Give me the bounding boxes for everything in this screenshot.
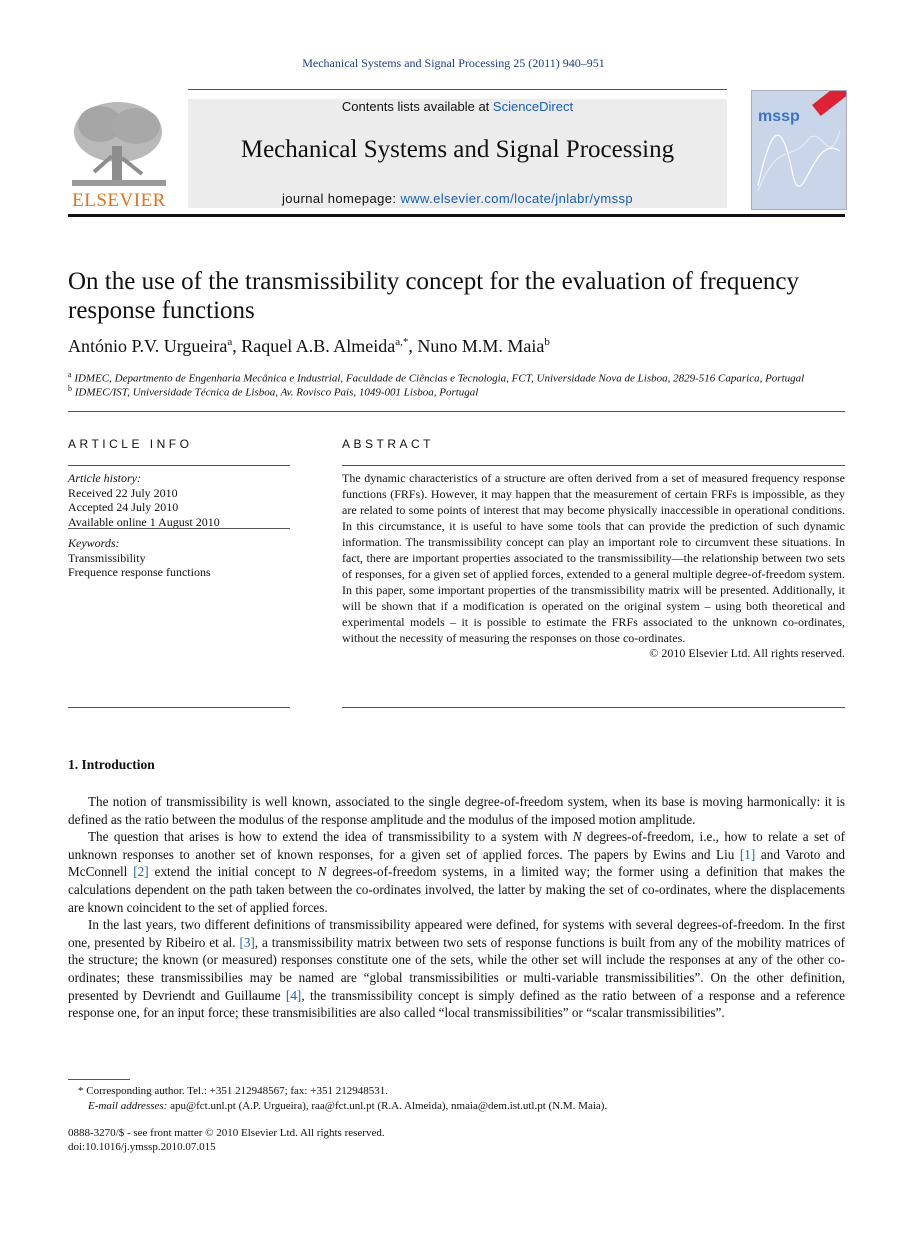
keyword: Frequence response functions bbox=[68, 565, 211, 579]
corresponding-author-note: * Corresponding author. Tel.: +351 212948567; fax: +351 212948531. bbox=[78, 1085, 388, 1097]
paragraph bbox=[68, 828, 845, 916]
text: degrees-of-freedom systems, in a limited way; the former using a definition that makes the calculations dependent on the path taken between the co-ordinates involved, the latter by making the set of co-ordinates, where the displacements are known coincident to the set of applied forces. bbox=[68, 864, 845, 915]
text: and Varoto and McConnell bbox=[68, 846, 846, 880]
author-name[interactable]: Raquel A.B. Almeida bbox=[241, 336, 396, 356]
divider bbox=[68, 707, 290, 708]
cover-wave-icon bbox=[752, 91, 846, 209]
homepage-link[interactable]: www.elsevier.com/locate/jnlabr/ymssp bbox=[400, 191, 634, 206]
accepted-date: Accepted 24 July 2010 bbox=[68, 500, 179, 514]
citation-link[interactable]: [4] bbox=[285, 987, 302, 1003]
doi-link[interactable]: doi:10.1016/j.ymssp.2010.07.015 bbox=[68, 1141, 216, 1153]
affiliation-text: IDMEC, Departmento de Engenharia Mecânica e Industrial, Faculdade de Ciências e Tecnologia, FCT, Universidade Nova de Lisboa, 2829-516 Caparica, Portugal bbox=[74, 372, 805, 385]
homepage-prefix: journal homepage: bbox=[281, 191, 401, 206]
text: extend the initial concept to bbox=[148, 864, 318, 880]
author-affil-mark[interactable]: b bbox=[544, 336, 550, 348]
article-title: On the use of the transmissibility concept for the evaluation of frequency response functions bbox=[68, 268, 800, 324]
contents-prefix: Contents lists available at bbox=[341, 99, 493, 114]
author-list: António P.V. Urgueira$^a$, Raquel A.B. Almeida$^{a,*}$, Nuno M.M. Maia$^b$ bbox=[68, 336, 550, 356]
keywords-label: Keywords: bbox=[68, 536, 120, 550]
affiliation bbox=[68, 370, 845, 385]
math-symbol: N bbox=[317, 864, 327, 880]
divider bbox=[342, 465, 845, 466]
elsevier-wordmark: ELSEVIER bbox=[72, 190, 166, 211]
abstract-body bbox=[342, 471, 845, 662]
cover-label: mssp bbox=[758, 108, 800, 125]
email-addresses[interactable]: apu@fct.unl.pt (A.P. Urgueira), raa@fct.unl.pt (R.A. Almeida), nmaia@dem.ist.utl.pt (N.M. Maia). bbox=[170, 1100, 608, 1112]
affiliation bbox=[68, 384, 845, 399]
abstract-text: The dynamic characteristics of a structure are often derived from a set of measured frequency response functions (FRFs). However, it may happen that the measurement of certain FRFs is impossible, as they are related to some points of interest that may become physically inaccessible in operational conditions. In this circumstance, it is useful to have some tools that can provide the prediction of such dynamic information. The transmissibility concept can play an important role to circumvent these situations. In fact, there are important properties associated to the transmissibility—the relationship between two sets of responses, for a given set of applied forces, extended to a general multiple degree-of-freedom system. In this paper, some important properties of the transmissibility matrix will be presented. Additionally, it will be shown that if a modification is operated on the original system – using both theoretical and experimental models – it is possible to estimate the FRFs associated to the unknown co-ordinates, without the necessity of measuring the responses on those co-ordinates. bbox=[342, 471, 845, 645]
author-affil-mark[interactable]: a,* bbox=[395, 336, 409, 348]
text: , a transmissibility matrix between two sets of response functions is built from any of the mobility matrices of the structure; the known (or measured) responses constitute one of the sets, while the other set will include the responses at any of the other co-ordinates; these transmissibilies may be named are “global transmissibilities or multi-variable transmissibilities”. On the other definition, presented by Devriendt and Guillaume bbox=[68, 934, 845, 1003]
abstract-heading: ABSTRACT bbox=[342, 437, 435, 451]
section-heading: 1. Introduction bbox=[68, 757, 155, 772]
author-affil-mark[interactable]: a bbox=[227, 336, 233, 348]
received-date: Received 22 July 2010 bbox=[68, 485, 178, 500]
author-name[interactable]: António P.V. Urgueira bbox=[68, 336, 228, 356]
journal-homepage bbox=[188, 191, 727, 206]
citation-link[interactable]: [1] bbox=[739, 846, 756, 862]
keyword: Transmissibility bbox=[68, 550, 146, 565]
email-footnote bbox=[88, 1100, 865, 1112]
divider bbox=[68, 465, 290, 466]
paragraph: The notion of transmissibility is well known, associated to the single degree-of-freedom system, when its base is moving harmonically: it is defined as the ratio between the modulus of the response amplitude and the modulus of the imposed motion amplitude. bbox=[68, 794, 845, 827]
header-top-line bbox=[188, 89, 727, 90]
journal-cover[interactable] bbox=[751, 90, 847, 210]
affiliation-mark: a bbox=[68, 370, 72, 379]
author-name[interactable]: Nuno M.M. Maia bbox=[417, 336, 545, 356]
article-info-heading: ARTICLE INFO bbox=[68, 437, 193, 451]
math-symbol: N bbox=[572, 829, 582, 845]
divider bbox=[342, 707, 845, 708]
body-text bbox=[68, 793, 845, 1022]
article-history bbox=[68, 471, 290, 529]
affiliation-text: IDMEC/IST, Universidade Técnica de Lisboa, Av. Rovisco Pais, 1049-001 Lisboa, Portugal bbox=[74, 386, 479, 399]
contents-line bbox=[188, 99, 727, 114]
divider bbox=[68, 411, 845, 412]
citation-link[interactable]: [3] bbox=[239, 934, 255, 950]
affiliation-mark: b bbox=[68, 384, 72, 393]
paragraph bbox=[68, 916, 845, 1022]
footnote-rule bbox=[68, 1079, 130, 1080]
abstract-copyright: © 2010 Elsevier Ltd. All rights reserved. bbox=[649, 646, 845, 661]
online-date: Available online 1 August 2010 bbox=[68, 514, 220, 529]
sciencedirect-link[interactable]: ScienceDirect bbox=[492, 99, 574, 114]
text: In the last years, two different definitions of transmissibility appeared were defined, for systems with several degrees-of-freedom. In the first one, presented by Ribeiro et al. bbox=[68, 917, 845, 950]
text: , the transmissibility concept is simply defined as the ratio between of a response and a reference response one, for an input force; these transmisibilities are also called “local transmissibilities” or “scalar transmissibilities”. bbox=[68, 987, 846, 1021]
divider bbox=[68, 528, 290, 529]
journal-title: Mechanical Systems and Signal Processing bbox=[240, 136, 675, 163]
keywords-block bbox=[68, 536, 290, 580]
text: The question that arises is how to extend the idea of transmissibility to a system with bbox=[88, 829, 573, 845]
email-label: E-mail addresses: bbox=[88, 1100, 168, 1112]
history-label: Article history: bbox=[68, 471, 141, 485]
issn-line: 0888-3270/$ - see front matter © 2010 Elsevier Ltd. All rights reserved. bbox=[68, 1127, 385, 1139]
citation-link[interactable]: [2] bbox=[133, 864, 149, 880]
header-rule bbox=[68, 214, 845, 217]
text: degrees-of-freedom, i.e., how to relate a set of unknown responses to another set of known responses, for a given set of applied forces. The papers by Ewins and Liu bbox=[68, 829, 845, 862]
journal-reference[interactable]: Mechanical Systems and Signal Processing 25 (2011) 940–951 bbox=[302, 56, 605, 70]
